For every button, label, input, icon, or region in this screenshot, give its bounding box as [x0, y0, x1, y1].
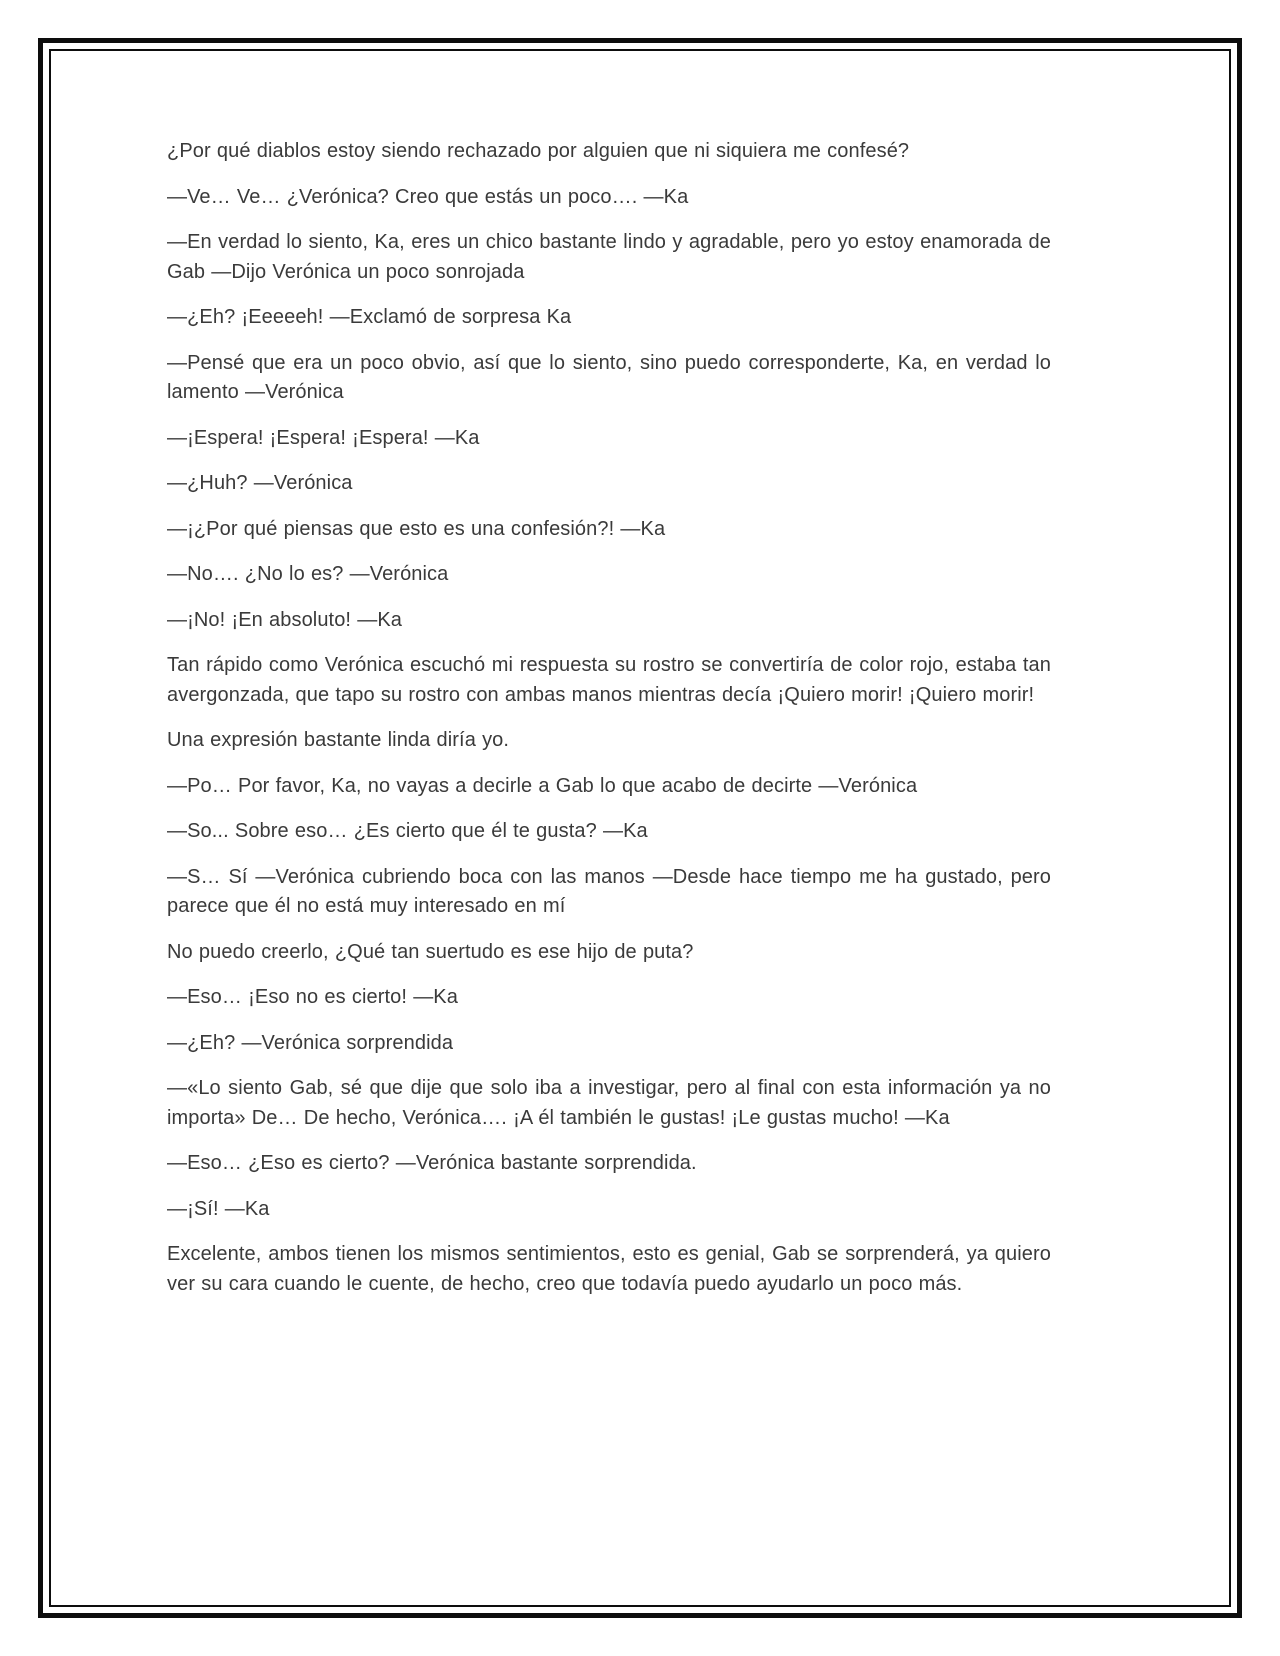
paragraph: —¿Eh? ¡Eeeeeh! —Exclamó de sorpresa Ka: [167, 306, 572, 328]
paragraph: —¡¿Por qué piensas que esto es una confesión?! —Ka: [167, 517, 666, 540]
paragraph: —¡Sí! —Ka: [167, 1197, 270, 1220]
paragraph: —«Lo siento Gab, sé que dije que solo iba a investigar, pero al final con esta información ya no importa» De… De hecho, Verónica…. ¡A él también le gustas! ¡Le gustas mucho! —Ka: [167, 1077, 1051, 1129]
paragraph: —En verdad lo siento, Ka, eres un chico bastante lindo y agradable, pero yo estoy enamorada de Gab —Dijo Verónica un poco sonrojada: [167, 231, 1051, 283]
page-border-inner: [49, 49, 1231, 1607]
page-border-outer: [38, 38, 1242, 1618]
paragraph: Excelente, ambos tienen los mismos sentimientos, esto es genial, Gab se sorprenderá, ya quiero ver su cara cuando le cuente, de hecho, creo que todavía puedo ayudarlo un poco más.: [167, 1243, 1051, 1295]
paragraph: —So... Sobre eso… ¿Es cierto que él te gusta? —Ka: [167, 820, 648, 842]
document-content: [51, 51, 1229, 1605]
paragraph: —¡No! ¡En absoluto! —Ka: [167, 608, 403, 631]
paragraph: —No…. ¿No lo es? —Verónica: [167, 563, 449, 585]
paragraph: No puedo creerlo, ¿Qué tan suertudo es ese hijo de puta?: [167, 940, 694, 963]
paragraph: —Pensé que era un poco obvio, así que lo siento, sino puedo corresponderte, Ka, en verdad lo lamento —Verónica: [167, 351, 1051, 403]
paragraph: —Eso… ¡Eso no es cierto! —Ka: [167, 986, 458, 1008]
paragraph: —S… Sí —Verónica cubriendo boca con las manos —Desde hace tiempo me ha gustado, pero parece que él no está muy interesado en mí: [167, 865, 1051, 917]
paragraph: Una expresión bastante linda diría yo.: [167, 729, 510, 751]
paragraph: —¡Espera! ¡Espera! ¡Espera! —Ka: [167, 426, 480, 449]
paragraph: —Ve… Ve… ¿Verónica? Creo que estás un poco…. —Ka: [167, 185, 689, 208]
paragraph: Tan rápido como Verónica escuchó mi respuesta su rostro se convertiría de color rojo, estaba tan avergonzada, que tapo su rostro con ambas manos mientras decía ¡Quiero morir! ¡Quiero morir!: [167, 654, 1051, 706]
paragraph: —Po… Por favor, Ka, no vayas a decirle a Gab lo que acabo de decirte —Verónica: [167, 774, 918, 797]
paragraph: —Eso… ¿Eso es cierto? —Verónica bastante sorprendida.: [167, 1152, 697, 1174]
paragraph: —¿Eh? —Verónica sorprendida: [167, 1031, 454, 1054]
paragraph: ¿Por qué diablos estoy siendo rechazado por alguien que ni siquiera me confesé?: [167, 140, 910, 162]
paragraph: —¿Huh? —Verónica: [167, 472, 353, 494]
